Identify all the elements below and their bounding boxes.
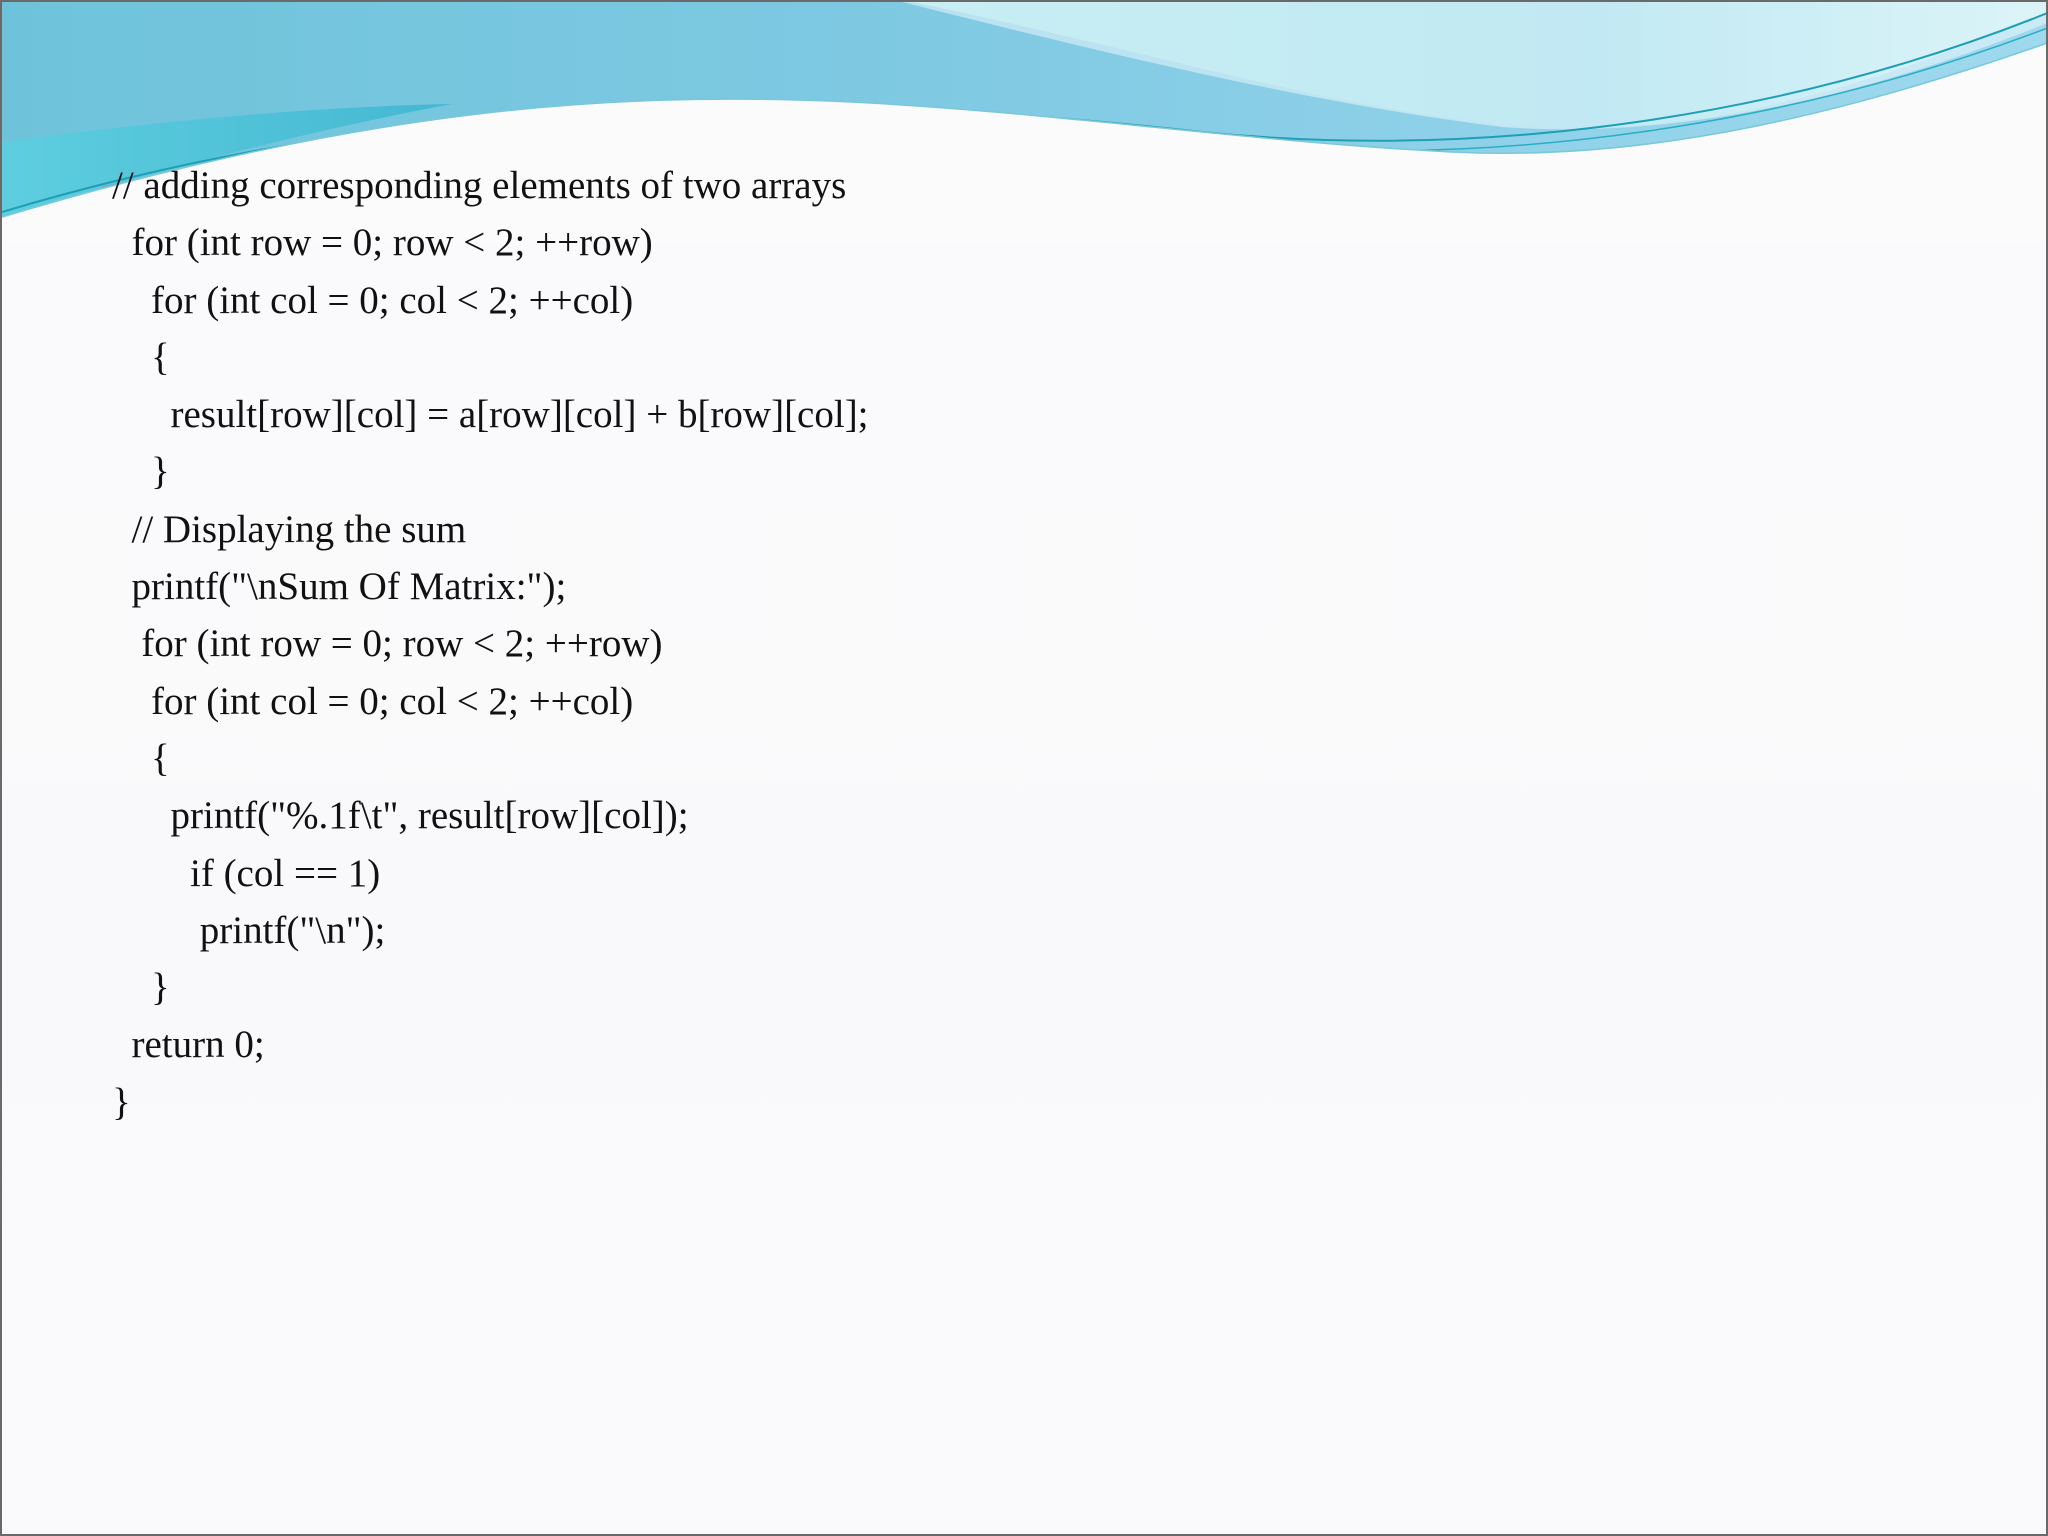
- code-line: }: [112, 1080, 131, 1124]
- code-line: {: [112, 736, 170, 780]
- code-line: printf("\nSum Of Matrix:");: [112, 565, 567, 609]
- code-block: [112, 157, 869, 1131]
- code-line: for (int row = 0; row < 2; ++row): [112, 622, 663, 666]
- code-line: }: [112, 450, 170, 494]
- code-line: // Displaying the sum: [112, 507, 467, 551]
- code-line: for (int row = 0; row < 2; ++row): [112, 221, 653, 265]
- code-line: printf("\n");: [112, 908, 386, 952]
- code-line: return 0;: [112, 1023, 265, 1067]
- code-line: }: [112, 966, 170, 1010]
- code-line: printf("%.1f\t", result[row][col]);: [112, 794, 689, 838]
- code-line: if (col == 1): [112, 851, 381, 895]
- code-line: result[row][col] = a[row][col] + b[row][col];: [112, 393, 869, 437]
- code-line: // adding corresponding elements of two arrays: [112, 164, 847, 207]
- code-line: for (int col = 0; col < 2; ++col): [112, 278, 634, 322]
- code-line: {: [112, 335, 170, 379]
- code-line: for (int col = 0; col < 2; ++col): [112, 679, 634, 723]
